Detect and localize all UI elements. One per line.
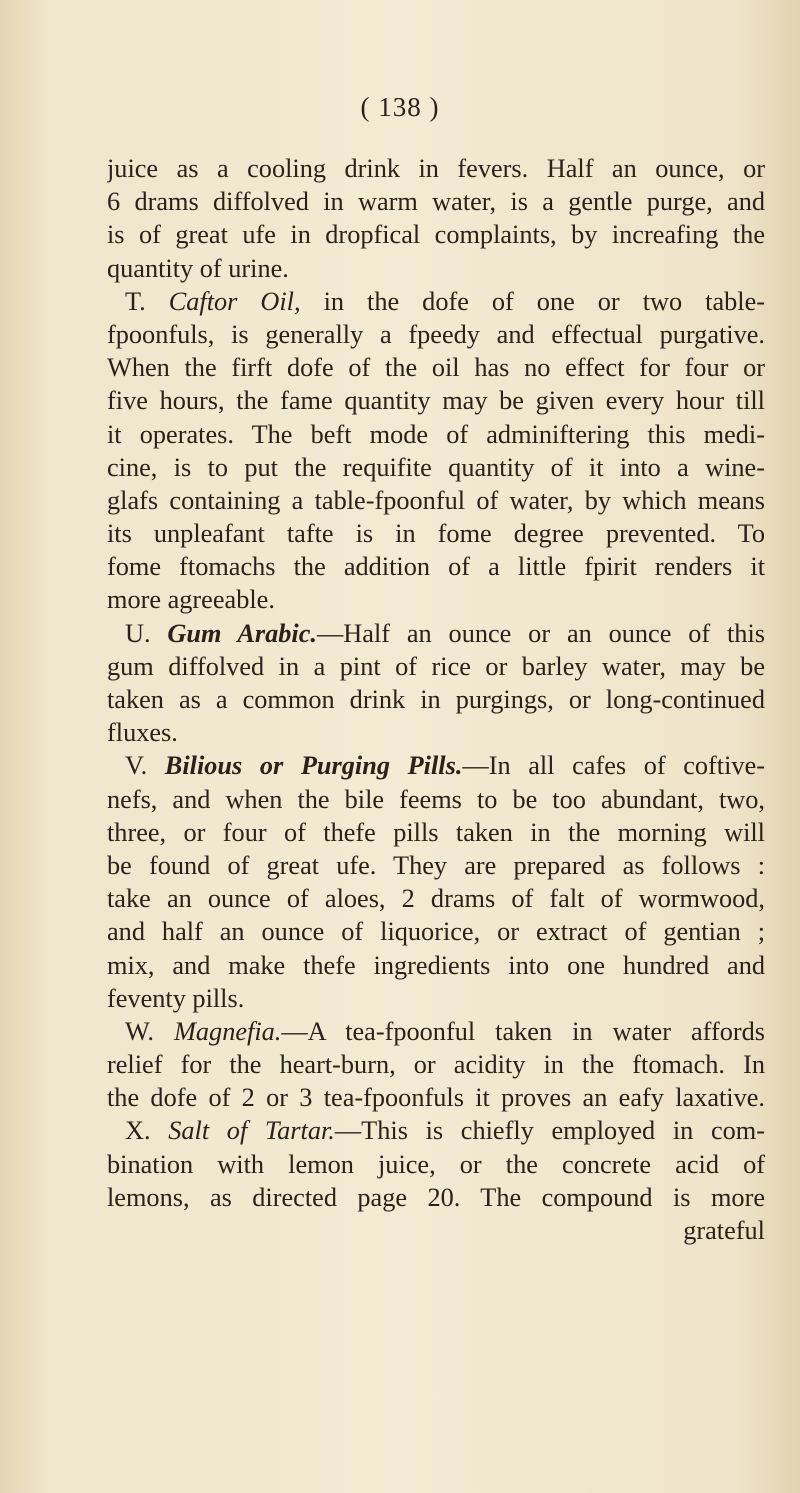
text-line: mix, and make thefe ingredients into one hundred and: [107, 950, 765, 980]
text-line: five hours, the fame quantity may be given every hour till: [107, 386, 765, 416]
entry-text: in the dofe of one or two table-: [300, 286, 765, 316]
text-line: juice as a cooling drink in fevers. Half an ounce, or: [107, 154, 765, 183]
entry-text: —In all cafes of coftive-: [462, 751, 765, 781]
text-line: three, or four of thefe pills taken in the morning will: [107, 817, 765, 847]
text-line: [107, 285, 765, 318]
text-line: [107, 749, 765, 782]
text-line: fluxes.: [107, 718, 178, 748]
page-number: ( 138 ): [360, 92, 440, 122]
entry-name: Gum Arabic.: [167, 618, 317, 648]
text-line: bination with lemon juice, or the concrete acid of: [107, 1149, 765, 1179]
entry-letter: T.: [125, 286, 169, 316]
text-line: the dofe of 2 or 3 tea-fpoonfuls it proves an eafy laxative.: [107, 1083, 765, 1113]
text-line: gum diffolved in a pint of rice or barley water, may be: [107, 651, 765, 681]
text-line: more agreeable.: [107, 585, 275, 615]
text-line: be found of great ufe. They are prepared as follows :: [107, 850, 765, 880]
text-line: its unpleafant tafte is in fome degree prevented. To: [107, 519, 765, 549]
text-line: cine, is to put the requifite quantity of it into a wine-: [107, 452, 765, 482]
text-line: quantity of urine.: [107, 253, 289, 283]
text-line: lemons, as directed page 20. The compound is more: [107, 1182, 765, 1212]
text-line: nefs, and when the bile feems to be too abundant, two,: [107, 784, 765, 814]
text-line: and half an ounce of liquorice, or extract of gentian ;: [107, 917, 765, 947]
text-line: is of great ufe in dropfical complaints, by increafing the: [107, 220, 765, 250]
text-line: fome ftomachs the addition of a little fpirit renders it: [107, 552, 765, 582]
text-line: glafs containing a table-fpoonful of water, by which means: [107, 485, 765, 515]
text-line: 6 drams diffolved in warm water, is a gentle purge, and: [107, 187, 765, 217]
text-line: feventy pills.: [107, 983, 245, 1013]
body-text: [107, 152, 765, 1247]
entry-letter: U.: [125, 618, 168, 648]
entry-letter: W.: [125, 1016, 174, 1046]
entry-letter: X.: [125, 1116, 169, 1146]
text-line: it operates. The beft mode of adminiftering this medi-: [107, 419, 765, 449]
entry-name: Salt of Tartar.: [168, 1116, 335, 1146]
text-line: [107, 1114, 765, 1147]
text-line: take an ounce of aloes, 2 drams of falt of wormwood,: [107, 884, 765, 914]
entry-letter: V.: [125, 751, 165, 781]
text-line: [107, 1015, 765, 1048]
text-line: relief for the heart-burn, or acidity in the ftomach. In: [107, 1050, 765, 1080]
text-line: fpoonfuls, is generally a fpeedy and effectual purgative.: [107, 319, 765, 349]
entry-name: Caftor Oil,: [168, 286, 301, 316]
text-line: [107, 617, 765, 650]
entry-text: —A tea-fpoonful taken in water affords: [281, 1016, 765, 1046]
entry-text: —Half an ounce or an ounce of this: [317, 618, 765, 648]
text-line: taken as a common drink in purgings, or long-continued: [107, 685, 765, 714]
text-line: grateful: [683, 1216, 765, 1245]
entry-name: Bilious or Purging Pills.: [164, 751, 463, 781]
text-line: When the firft dofe of the oil has no effect for four or: [107, 353, 765, 383]
entry-name: Magnefia.: [174, 1016, 282, 1046]
entry-text: —This is chiefly employed in com-: [334, 1116, 765, 1146]
